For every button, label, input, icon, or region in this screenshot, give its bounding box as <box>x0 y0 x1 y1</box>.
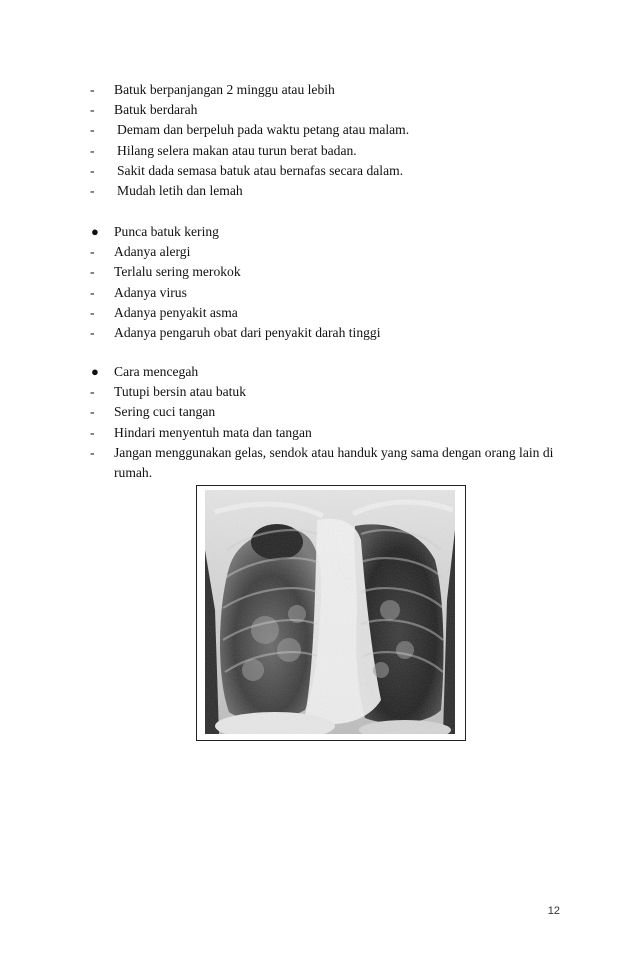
list-item <box>90 382 570 402</box>
section-heading <box>90 362 570 382</box>
list-item-text: Tutupi bersin atau batuk <box>114 384 247 400</box>
dash-marker: - <box>90 142 95 158</box>
dash-marker: - <box>90 82 95 97</box>
list-item-text: Jangan menggunakan gelas, sendok atau handuk yang sama dengan orang lain di rumah. <box>114 444 554 481</box>
list-item-text: Hindari menyentuh mata dan tangan <box>114 424 312 440</box>
dash-marker: - <box>90 444 95 460</box>
list-item-text: Adanya alergi <box>114 244 191 260</box>
list-item <box>90 283 570 303</box>
list-item <box>90 181 570 201</box>
dash-marker: - <box>90 102 95 118</box>
dash-marker: - <box>90 325 95 341</box>
list-item <box>90 80 570 100</box>
dash-marker: - <box>90 404 95 420</box>
section-heading-text: Cara mencegah <box>114 364 199 379</box>
list-item <box>90 262 570 282</box>
list-item-text: Mudah letih dan lemah <box>117 183 243 199</box>
bullet-marker: ● <box>91 364 99 379</box>
list-item-text: Adanya penyakit asma <box>114 304 238 320</box>
dash-marker: - <box>90 162 95 178</box>
dash-marker: - <box>90 264 95 280</box>
dash-marker: - <box>90 122 95 138</box>
bullet-marker: ● <box>91 224 99 239</box>
section-heading-text: Punca batuk kering <box>114 224 219 239</box>
chest-xray-figure <box>196 485 466 741</box>
dash-marker: - <box>90 183 95 199</box>
list-item-text: Sakit dada semasa batuk atau bernafas secara dalam. <box>117 162 404 178</box>
list-item <box>90 100 570 120</box>
chest-xray-image <box>205 490 455 734</box>
list-item-text: Demam dan berpeluh pada waktu petang atau malam. <box>117 122 410 138</box>
list-item <box>90 443 570 483</box>
list-item-text: Batuk berdarah <box>114 102 198 118</box>
section-heading <box>90 222 570 242</box>
list-item-text: Adanya virus <box>114 284 187 300</box>
dash-marker: - <box>90 284 95 300</box>
dash-marker: - <box>90 384 95 400</box>
symptom-list <box>90 80 570 201</box>
list-item <box>90 402 570 422</box>
list-item <box>90 303 570 323</box>
dash-marker: - <box>90 304 95 320</box>
list-item <box>90 161 570 181</box>
list-item <box>90 323 570 343</box>
list-item <box>90 423 570 443</box>
list-item-text: Adanya pengaruh obat dari penyakit darah tinggi <box>114 325 381 341</box>
dry-cough-list <box>90 222 570 343</box>
list-item-text: Sering cuci tangan <box>114 404 216 420</box>
list-item <box>90 242 570 262</box>
dash-marker: - <box>90 244 95 260</box>
page-number: 12 <box>547 905 560 917</box>
list-item <box>90 141 570 161</box>
list-item-text: Batuk berpanjangan 2 minggu atau lebih <box>114 82 335 97</box>
list-item <box>90 120 570 140</box>
dash-marker: - <box>90 424 95 440</box>
list-item-text: Hilang selera makan atau turun berat badan. <box>117 142 357 158</box>
prevention-list <box>90 362 570 483</box>
list-item-text: Terlalu sering merokok <box>114 264 241 280</box>
